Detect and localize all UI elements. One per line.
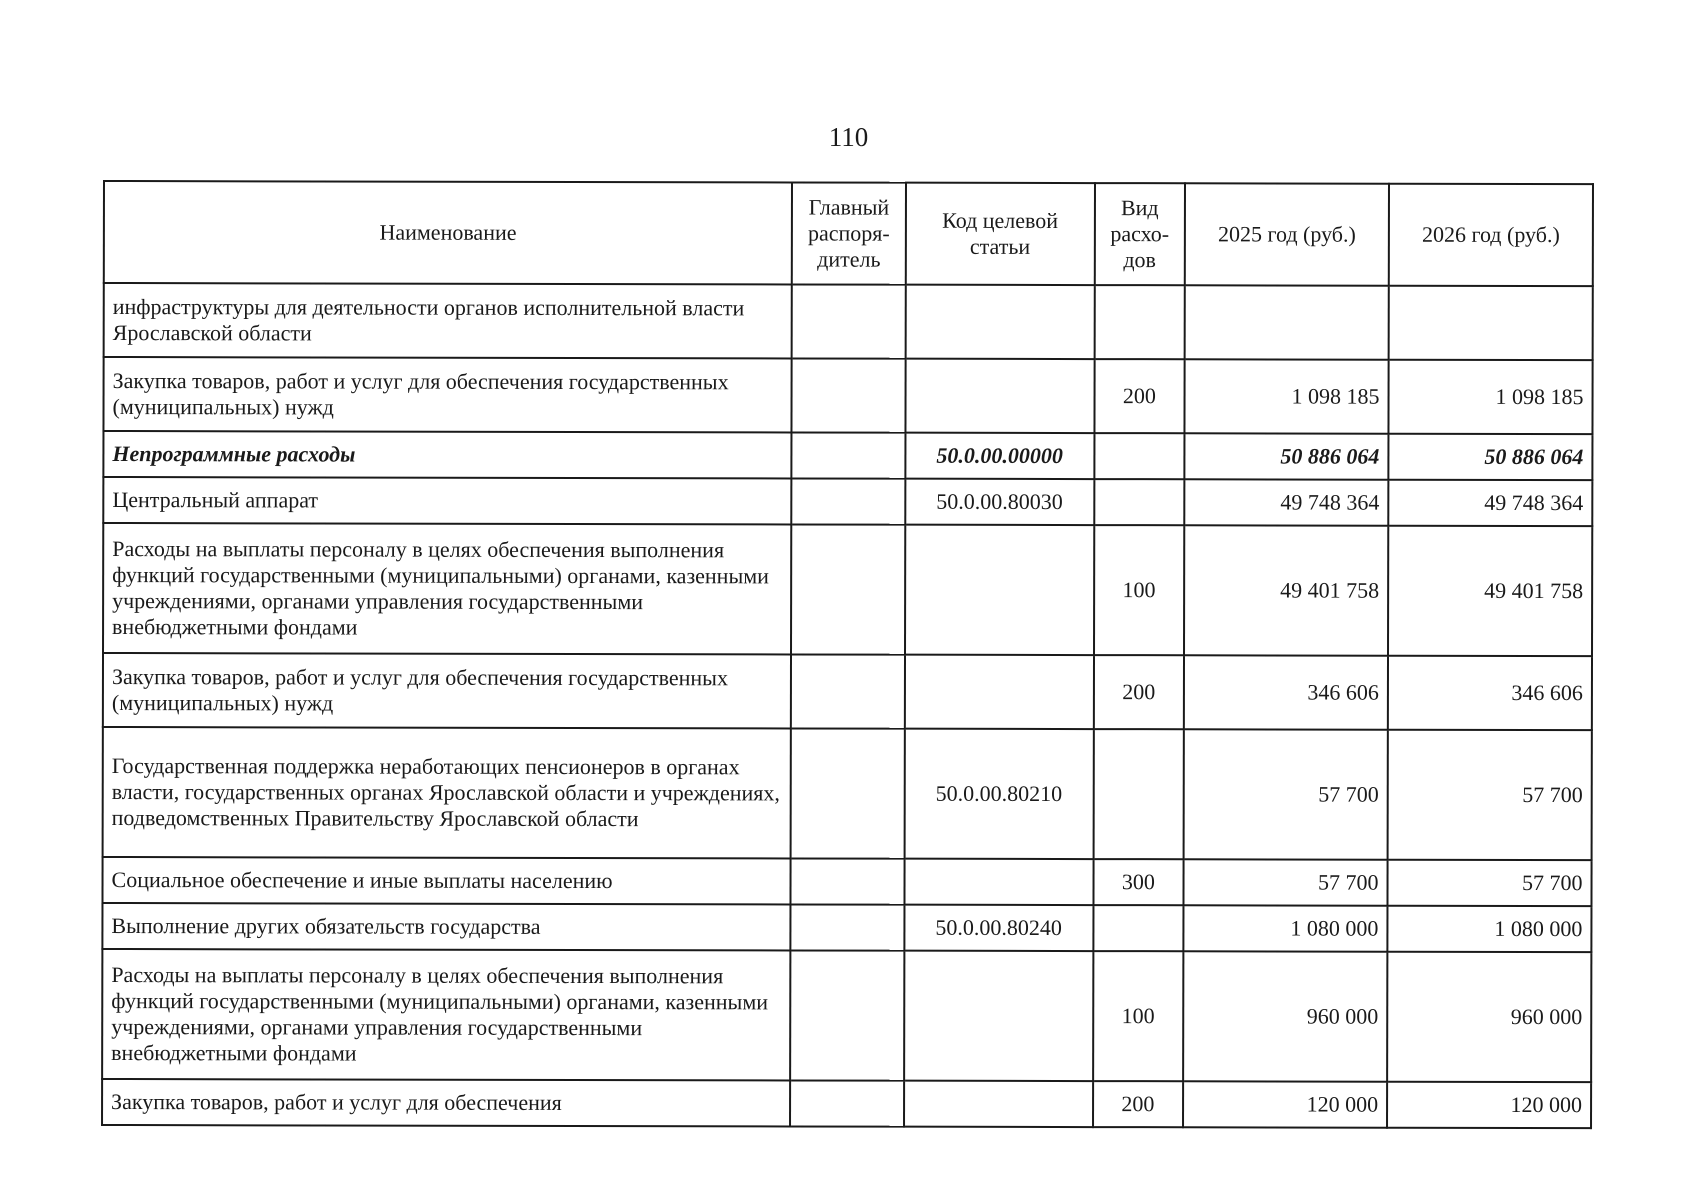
row-code: 50.0.00.80210 <box>904 729 1093 859</box>
row-name: Выполнение других обязательств государства <box>102 903 790 950</box>
row-kind: 100 <box>1093 951 1184 1081</box>
row-kind <box>1094 479 1185 525</box>
row-admin <box>790 950 904 1080</box>
row-code <box>905 655 1094 729</box>
row-2025: 1 098 185 <box>1185 359 1389 433</box>
row-name: инфраструктуры для деятельности органов исполнительной власти Ярославской области <box>104 283 792 358</box>
row-2025: 120 000 <box>1183 1081 1387 1127</box>
row-code: 50.0.00.00000 <box>905 433 1094 479</box>
row-2025: 57 700 <box>1184 859 1388 905</box>
row-kind <box>1094 433 1185 479</box>
row-admin <box>791 728 905 858</box>
row-kind: 200 <box>1094 359 1185 433</box>
row-admin <box>792 478 906 524</box>
row-admin <box>792 284 906 358</box>
row-kind <box>1094 285 1185 359</box>
row-2025: 960 000 <box>1183 951 1387 1081</box>
row-admin <box>791 524 905 654</box>
row-name: Непрограммные расходы <box>103 431 791 478</box>
table-row <box>104 283 1593 360</box>
table-row <box>102 1079 1591 1128</box>
row-2025: 57 700 <box>1184 729 1388 859</box>
row-admin <box>792 358 906 432</box>
row-admin <box>791 858 905 904</box>
row-name: Закупка товаров, работ и услуг для обеспечения государственных (муниципальных) нужд <box>103 653 791 728</box>
row-name: Центральный аппарат <box>103 477 791 524</box>
row-2025: 49 401 758 <box>1184 525 1388 655</box>
header-kind: Вид расхо-дов <box>1094 183 1185 285</box>
row-2025 <box>1185 285 1389 359</box>
row-name: Расходы на выплаты персоналу в целях обеспечения выполнения функций государственными (муниципальными) органами, казенными учреждениями, органами управления государственными внебюджетными фондами <box>102 949 791 1080</box>
row-code: 50.0.00.80030 <box>905 479 1094 525</box>
row-2026: 57 700 <box>1388 730 1592 860</box>
row-admin <box>791 654 905 728</box>
table-row <box>102 903 1591 952</box>
row-2026 <box>1389 286 1593 360</box>
row-kind: 100 <box>1094 525 1185 655</box>
row-2026: 120 000 <box>1387 1082 1591 1128</box>
row-kind: 200 <box>1093 1081 1184 1127</box>
page-number: 110 <box>828 122 869 152</box>
row-2026: 57 700 <box>1387 860 1591 906</box>
header-2026: 2026 год (руб.) <box>1389 184 1593 286</box>
row-2025: 346 606 <box>1184 655 1388 729</box>
header-name: Наименование <box>104 181 792 284</box>
row-name: Социальное обеспечение и иные выплаты населению <box>102 857 790 904</box>
header-2025: 2025 год (руб.) <box>1185 183 1389 285</box>
table-row <box>102 949 1591 1082</box>
row-name: Закупка товаров, работ и услуг для обеспечения государственных (муниципальных) нужд <box>103 357 791 432</box>
row-code: 50.0.00.80240 <box>904 905 1093 951</box>
row-2026: 1 080 000 <box>1387 906 1591 952</box>
table-row <box>103 357 1592 434</box>
row-code <box>905 359 1094 433</box>
row-kind: 200 <box>1093 655 1184 729</box>
header-admin: Главный распоря-дитель <box>792 182 906 284</box>
table-row <box>103 727 1592 860</box>
row-2025: 50 886 064 <box>1184 433 1388 479</box>
row-2026: 49 748 364 <box>1388 480 1592 526</box>
row-code <box>904 859 1093 905</box>
row-name: Расходы на выплаты персоналу в целях обеспечения выполнения функций государственными (муниципальными) органами, казенными учреждениями, органами управления государственными внебюджетными фондами <box>103 523 792 654</box>
row-2025: 49 748 364 <box>1184 479 1388 525</box>
header-code: Код целевой статьи <box>906 183 1095 285</box>
row-admin <box>791 904 905 950</box>
row-name: Закупка товаров, работ и услуг для обеспечения <box>102 1079 790 1126</box>
row-name: Государственная поддержка неработающих пенсионеров в органах власти, государственных органах Ярославской области и учреждениях, подведомственных Правительству Ярославской области <box>103 727 792 858</box>
row-2026: 49 401 758 <box>1388 526 1592 656</box>
row-2026: 1 098 185 <box>1388 360 1592 434</box>
budget-table <box>101 180 1594 1129</box>
row-admin <box>790 1080 904 1126</box>
table-row <box>103 523 1592 656</box>
row-admin <box>792 432 906 478</box>
row-code <box>904 1081 1093 1127</box>
row-2025: 1 080 000 <box>1183 905 1387 951</box>
table-row <box>102 857 1591 906</box>
table-row <box>103 477 1592 526</box>
row-kind <box>1093 729 1184 859</box>
row-2026: 960 000 <box>1387 952 1591 1082</box>
row-kind <box>1093 905 1184 951</box>
row-code <box>905 525 1094 655</box>
row-kind: 300 <box>1093 859 1184 905</box>
row-2026: 346 606 <box>1388 656 1592 730</box>
row-2026: 50 886 064 <box>1388 434 1592 480</box>
table-row <box>103 431 1592 480</box>
row-code <box>905 285 1094 359</box>
table-header <box>104 181 1593 286</box>
table-row <box>103 653 1592 730</box>
row-code <box>904 951 1093 1081</box>
